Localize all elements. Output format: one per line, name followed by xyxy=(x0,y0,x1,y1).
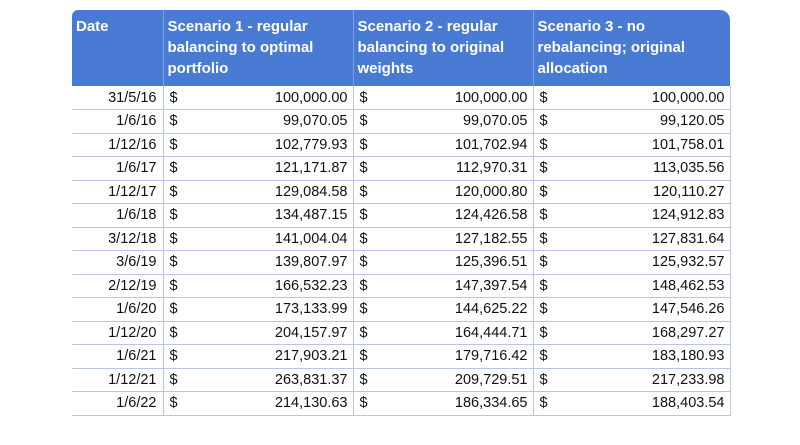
amount-value: 166,532.23 xyxy=(274,277,348,294)
currency-symbol: $ xyxy=(359,207,368,224)
currency-symbol: $ xyxy=(539,160,548,177)
scenario-1-value-cell xyxy=(163,133,353,157)
amount-value: 263,831.37 xyxy=(274,371,348,388)
currency-symbol: $ xyxy=(539,89,548,106)
date-cell: 1/6/22 xyxy=(72,392,163,416)
scenario-1-value-cell xyxy=(163,298,353,322)
amount-value: 120,110.27 xyxy=(653,183,725,200)
scenario-3-value-cell xyxy=(533,180,730,204)
scenario-1-value-cell xyxy=(163,157,353,181)
currency-symbol: $ xyxy=(539,371,548,388)
amount-value: 112,970.31 xyxy=(456,160,528,177)
amount-value: 209,729.51 xyxy=(454,371,528,388)
table-row xyxy=(72,133,730,157)
scenario-3-value-cell xyxy=(533,133,730,157)
currency-symbol: $ xyxy=(359,348,368,365)
currency-symbol: $ xyxy=(169,371,178,388)
scenario-1-value-cell xyxy=(163,110,353,134)
scenario-1-value-cell xyxy=(163,321,353,345)
scenario-1-value-cell xyxy=(163,227,353,251)
scenario-1-value-cell xyxy=(163,180,353,204)
currency-symbol: $ xyxy=(539,113,548,130)
scenario-2-value-cell xyxy=(353,298,533,322)
currency-symbol: $ xyxy=(169,254,178,271)
amount-value: 134,487.15 xyxy=(274,207,348,224)
currency-symbol: $ xyxy=(169,160,178,177)
scenario-3-value-cell xyxy=(533,345,730,369)
currency-symbol: $ xyxy=(359,89,368,106)
amount-value: 188,403.54 xyxy=(651,395,725,412)
scenario-2-value-cell xyxy=(353,321,533,345)
currency-symbol: $ xyxy=(539,324,548,341)
amount-value: 204,157.97 xyxy=(274,324,348,341)
currency-symbol: $ xyxy=(359,371,368,388)
currency-symbol: $ xyxy=(539,395,548,412)
header-scenario-2: Scenario 2 - regular balancing to original weights xyxy=(353,10,533,86)
scenario-2-value-cell xyxy=(353,227,533,251)
table-row xyxy=(72,251,730,275)
table-row xyxy=(72,274,730,298)
date-cell: 1/12/17 xyxy=(72,180,163,204)
amount-value: 183,180.93 xyxy=(651,348,725,365)
currency-symbol: $ xyxy=(169,277,178,294)
currency-symbol: $ xyxy=(539,183,548,200)
scenario-2-value-cell xyxy=(353,110,533,134)
amount-value: 217,233.98 xyxy=(651,371,725,388)
date-cell: 1/6/17 xyxy=(72,157,163,181)
scenario-3-value-cell xyxy=(533,110,730,134)
currency-symbol: $ xyxy=(359,324,368,341)
table-row xyxy=(72,204,730,228)
currency-symbol: $ xyxy=(169,230,178,247)
table-row xyxy=(72,392,730,416)
currency-symbol: $ xyxy=(539,207,548,224)
date-cell: 3/12/18 xyxy=(72,227,163,251)
scenario-3-value-cell xyxy=(533,321,730,345)
table-row xyxy=(72,180,730,204)
scenario-2-value-cell xyxy=(353,368,533,392)
scenario-1-value-cell xyxy=(163,368,353,392)
amount-value: 100,000.00 xyxy=(651,89,725,106)
currency-symbol: $ xyxy=(359,230,368,247)
scenario-3-value-cell xyxy=(533,392,730,416)
date-cell: 1/12/16 xyxy=(72,133,163,157)
scenario-3-value-cell xyxy=(533,251,730,275)
amount-value: 120,000.80 xyxy=(454,183,528,200)
amount-value: 99,070.05 xyxy=(282,113,348,130)
amount-value: 141,004.04 xyxy=(274,230,348,247)
date-cell: 3/6/19 xyxy=(72,251,163,275)
amount-value: 127,182.55 xyxy=(454,230,528,247)
amount-value: 179,716.42 xyxy=(454,348,528,365)
scenario-3-value-cell xyxy=(533,298,730,322)
currency-symbol: $ xyxy=(359,136,368,153)
table-row xyxy=(72,227,730,251)
currency-symbol: $ xyxy=(169,89,178,106)
scenario-2-value-cell xyxy=(353,251,533,275)
currency-symbol: $ xyxy=(359,160,368,177)
amount-value: 99,070.05 xyxy=(462,113,528,130)
currency-symbol: $ xyxy=(539,230,548,247)
portfolio-scenarios-table-wrapper xyxy=(72,10,730,416)
amount-value: 168,297.27 xyxy=(651,324,725,341)
amount-value: 124,426.58 xyxy=(454,207,528,224)
header-row xyxy=(72,10,730,86)
amount-value: 127,831.64 xyxy=(651,230,725,247)
table-header xyxy=(72,10,730,86)
currency-symbol: $ xyxy=(539,301,548,318)
scenario-3-value-cell xyxy=(533,368,730,392)
amount-value: 99,120.05 xyxy=(659,113,725,130)
header-scenario-1: Scenario 1 - regular balancing to optimal portfolio xyxy=(163,10,353,86)
scenario-2-value-cell xyxy=(353,345,533,369)
currency-symbol: $ xyxy=(359,113,368,130)
currency-symbol: $ xyxy=(169,207,178,224)
scenario-2-value-cell xyxy=(353,392,533,416)
currency-symbol: $ xyxy=(359,254,368,271)
scenario-1-value-cell xyxy=(163,204,353,228)
date-cell: 1/12/21 xyxy=(72,368,163,392)
scenario-3-value-cell xyxy=(533,227,730,251)
currency-symbol: $ xyxy=(359,277,368,294)
currency-symbol: $ xyxy=(539,277,548,294)
amount-value: 124,912.83 xyxy=(651,207,725,224)
amount-value: 125,932.57 xyxy=(651,254,725,271)
currency-symbol: $ xyxy=(359,183,368,200)
table-row xyxy=(72,298,730,322)
currency-symbol: $ xyxy=(539,136,548,153)
scenario-2-value-cell xyxy=(353,86,533,110)
header-scenario-3: Scenario 3 - no rebalancing; original allocation xyxy=(533,10,730,86)
amount-value: 121,171.87 xyxy=(274,160,348,177)
amount-value: 129,084.58 xyxy=(274,183,348,200)
amount-value: 186,334.65 xyxy=(454,395,528,412)
table-row xyxy=(72,157,730,181)
scenario-2-value-cell xyxy=(353,180,533,204)
currency-symbol: $ xyxy=(359,301,368,318)
amount-value: 102,779.93 xyxy=(274,136,348,153)
date-cell: 1/6/21 xyxy=(72,345,163,369)
table-body xyxy=(72,86,730,415)
date-cell: 31/5/16 xyxy=(72,86,163,110)
amount-value: 217,903.21 xyxy=(274,348,348,365)
date-cell: 1/6/16 xyxy=(72,110,163,134)
scenario-1-value-cell xyxy=(163,345,353,369)
scenario-3-value-cell xyxy=(533,274,730,298)
amount-value: 173,133.99 xyxy=(274,301,348,318)
amount-value: 100,000.00 xyxy=(454,89,528,106)
table-row xyxy=(72,368,730,392)
currency-symbol: $ xyxy=(169,136,178,153)
currency-symbol: $ xyxy=(359,395,368,412)
scenario-3-value-cell xyxy=(533,86,730,110)
date-cell: 1/6/18 xyxy=(72,204,163,228)
scenario-2-value-cell xyxy=(353,133,533,157)
amount-value: 144,625.22 xyxy=(454,301,528,318)
scenario-1-value-cell xyxy=(163,86,353,110)
amount-value: 139,807.97 xyxy=(274,254,348,271)
table-row xyxy=(72,321,730,345)
scenario-2-value-cell xyxy=(353,274,533,298)
amount-value: 164,444.71 xyxy=(454,324,528,341)
scenario-2-value-cell xyxy=(353,204,533,228)
table-row xyxy=(72,345,730,369)
currency-symbol: $ xyxy=(169,183,178,200)
header-date: Date xyxy=(72,10,163,86)
amount-value: 100,000.00 xyxy=(274,89,348,106)
amount-value: 147,397.54 xyxy=(454,277,528,294)
amount-value: 147,546.26 xyxy=(651,301,725,318)
amount-value: 101,702.94 xyxy=(454,136,528,153)
scenario-1-value-cell xyxy=(163,274,353,298)
scenario-3-value-cell xyxy=(533,204,730,228)
date-cell: 1/12/20 xyxy=(72,321,163,345)
table-row xyxy=(72,86,730,110)
amount-value: 214,130.63 xyxy=(274,395,348,412)
currency-symbol: $ xyxy=(539,348,548,365)
scenario-1-value-cell xyxy=(163,392,353,416)
currency-symbol: $ xyxy=(169,324,178,341)
scenario-3-value-cell xyxy=(533,157,730,181)
table-row xyxy=(72,110,730,134)
currency-symbol: $ xyxy=(169,348,178,365)
date-cell: 1/6/20 xyxy=(72,298,163,322)
amount-value: 148,462.53 xyxy=(651,277,725,294)
currency-symbol: $ xyxy=(169,301,178,318)
amount-value: 113,035.56 xyxy=(653,160,725,177)
portfolio-scenarios-table xyxy=(72,10,731,416)
currency-symbol: $ xyxy=(169,113,178,130)
amount-value: 125,396.51 xyxy=(454,254,528,271)
scenario-2-value-cell xyxy=(353,157,533,181)
scenario-1-value-cell xyxy=(163,251,353,275)
amount-value: 101,758.01 xyxy=(651,136,725,153)
currency-symbol: $ xyxy=(169,395,178,412)
currency-symbol: $ xyxy=(539,254,548,271)
date-cell: 2/12/19 xyxy=(72,274,163,298)
